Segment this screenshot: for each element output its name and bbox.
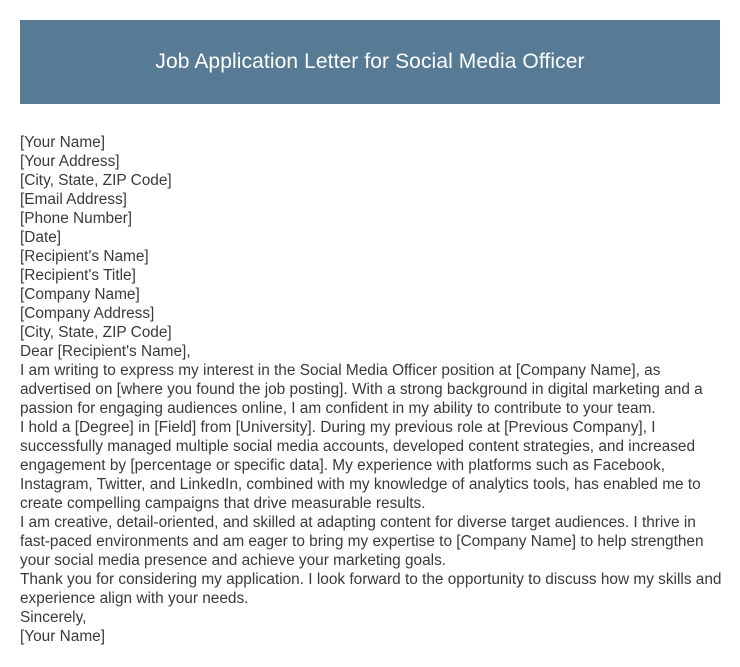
page-title: Job Application Letter for Social Media Officer	[155, 50, 585, 73]
recipient-company-address: [Company Address]	[20, 305, 155, 322]
paragraph-skills: I am creative, detail-oriented, and skilled at adapting content for diverse target audiences. I thrive in fast-paced environments and am eager to bring my expertise to [Company Name] to help strengthen your social media presence and achieve your marketing goals.	[20, 514, 704, 569]
recipient-title: [Recipient's Title]	[20, 267, 136, 284]
sender-name: [Your Name]	[20, 134, 105, 151]
sender-email: [Email Address]	[20, 191, 127, 208]
sender-address: [Your Address]	[20, 153, 120, 170]
sender-city-state-zip: [City, State, ZIP Code]	[20, 172, 172, 189]
letter-body	[20, 133, 722, 646]
recipient-company-name: [Company Name]	[20, 286, 140, 303]
paragraph-thanks: Thank you for considering my application. I look forward to the opportunity to discuss how my skills and experience align with your needs.	[20, 571, 722, 607]
paragraph-interest: I am writing to express my interest in the Social Media Officer position at [Company Name], as advertised on [where you found the job posting]. With a strong background in digital marketing and a passion for engaging audiences online, I am confident in my ability to contribute to your team.	[20, 362, 703, 417]
recipient-city-state-zip: [City, State, ZIP Code]	[20, 324, 172, 341]
recipient-name: [Recipient's Name]	[20, 248, 149, 265]
letter-date: [Date]	[20, 229, 62, 246]
paragraph-experience: I hold a [Degree] in [Field] from [University]. During my previous role at [Previous Company], I successfully managed multiple social media accounts, developed content strategies, and increased engagement by [percentage or specific data]. My experience with platforms such as Facebook, Instagram, Twitter, and LinkedIn, combined with my knowledge of analytics tools, has enabled me to create compelling campaigns that drive measurable results.	[20, 419, 701, 512]
sender-phone: [Phone Number]	[20, 210, 133, 227]
closing: Sincerely,	[20, 609, 87, 626]
salutation: Dear [Recipient's Name],	[20, 343, 191, 360]
signature: [Your Name]	[20, 628, 105, 645]
title-banner	[20, 20, 720, 104]
